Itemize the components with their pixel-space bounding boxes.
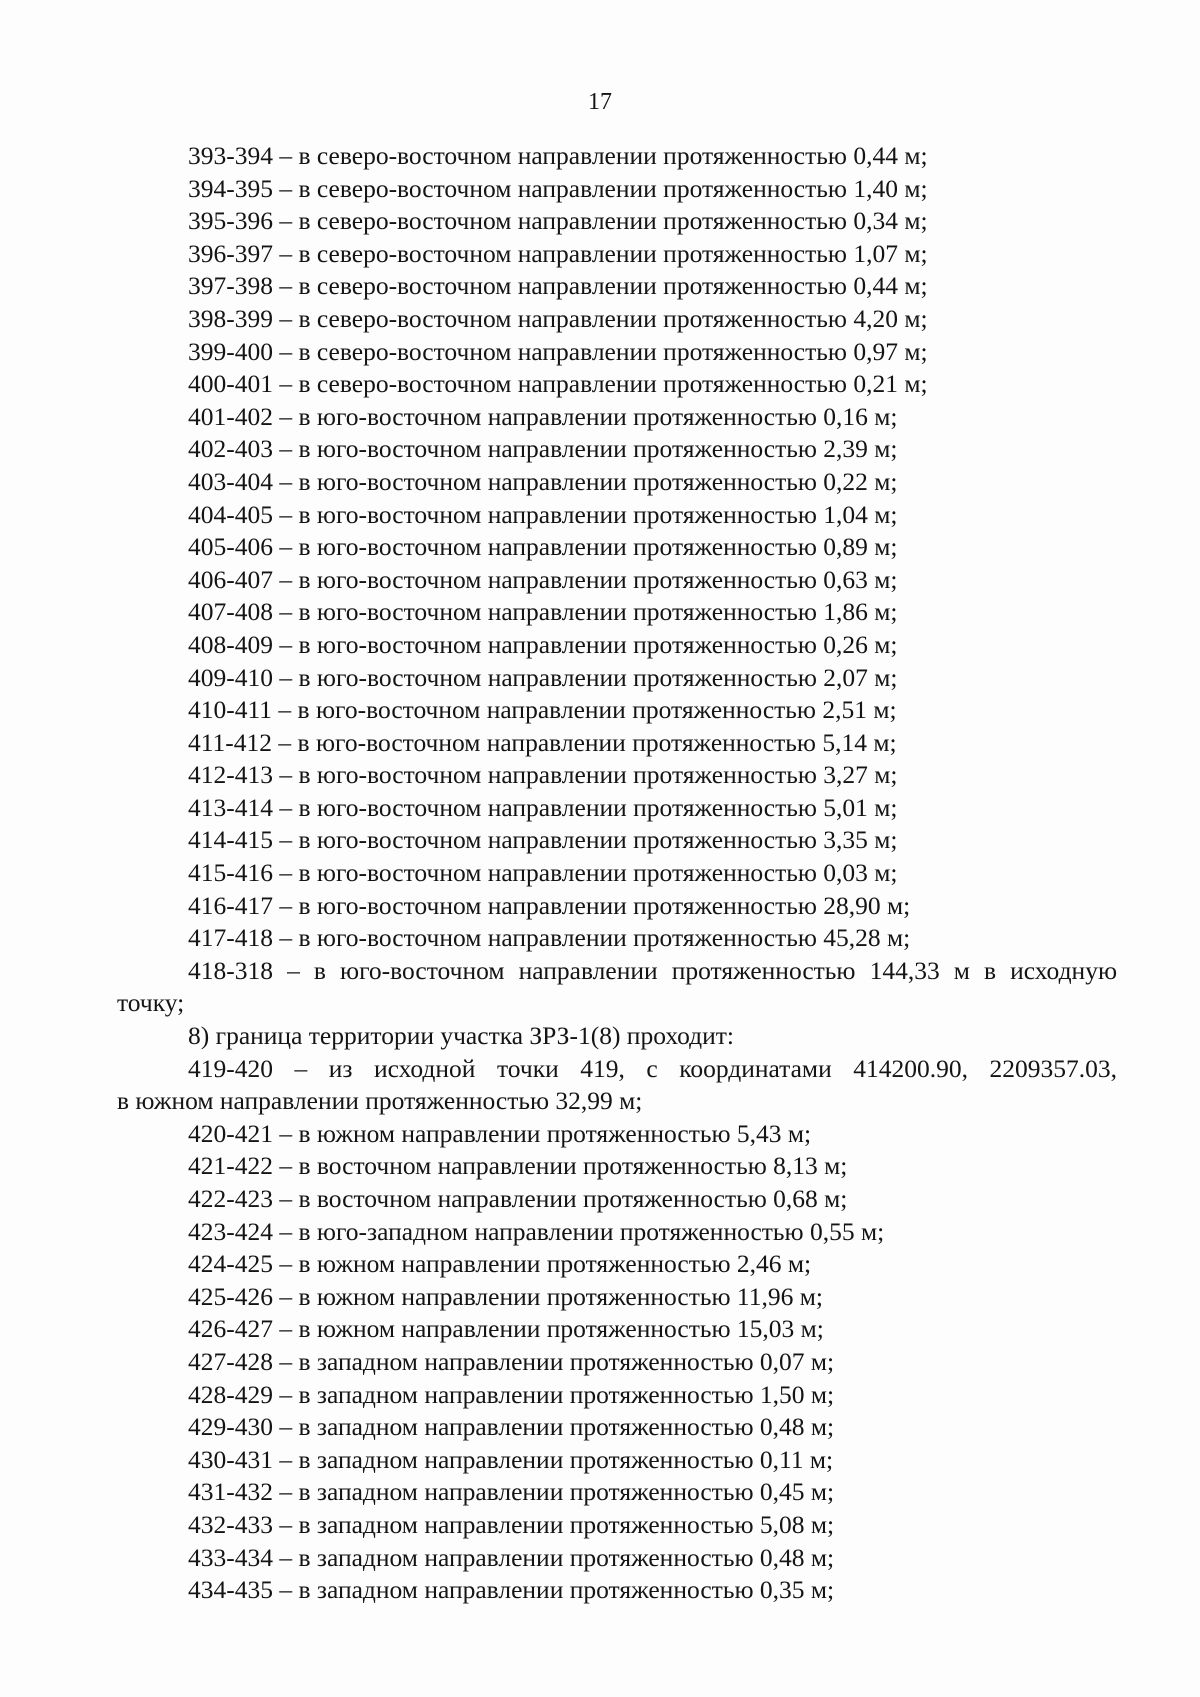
text-line: 403-404 – в юго-восточном направлении протяженностью 0,22 м; — [188, 466, 898, 496]
text-line: 408-409 – в юго-восточном направлении протяженностью 0,26 м; — [188, 629, 898, 659]
text-line: 422-423 – в восточном направлении протяженностью 0,68 м; — [188, 1184, 848, 1213]
text-line: 399-400 – в северо-восточном направлении протяженностью 0,97 м; — [188, 336, 928, 366]
text-line: 401-402 – в юго-восточном направлении протяженностью 0,16 м; — [188, 401, 898, 431]
text-line: 411-412 – в юго-восточном направлении протяженностью 5,14 м; — [188, 727, 897, 757]
text-line: 410-411 – в юго-восточном направлении протяженностью 2,51 м; — [188, 695, 897, 725]
text-line: 397-398 – в северо-восточном направлении протяженностью 0,44 м; — [188, 271, 928, 301]
text-line: 427-428 – в западном направлении протяженностью 0,07 м; — [188, 1346, 835, 1376]
text-line: 413-414 – в юго-восточном направлении протяженностью 5,01 м; — [188, 792, 898, 822]
text-line: 402-403 – в юго-восточном направлении протяженностью 2,39 м; — [188, 434, 898, 464]
text-line: 423-424 – в юго-западном направлении протяженностью 0,55 м; — [188, 1216, 885, 1246]
text-line: 409-410 – в юго-восточном направлении протяженностью 2,07 м; — [188, 662, 898, 692]
text-line: в южном направлении протяженностью 32,99 м; — [117, 1086, 643, 1116]
text-line: 395-396 – в северо-восточном направлении протяженностью 0,34 м; — [188, 206, 928, 236]
text-line: 400-401 – в северо-восточном направлении протяженностью 0,21 м; — [188, 369, 928, 399]
text-line: 419-420 – из исходной точки 419, с координатами 414200.90, 2209357.03, — [188, 1053, 1117, 1083]
text-line: 431-432 – в западном направлении протяженностью 0,45 м; — [188, 1477, 835, 1507]
text-line: 420-421 – в южном направлении протяженностью 5,43 м; — [188, 1118, 812, 1148]
text-line: 418-318 – в юго-восточном направлении протяженностью 144,33 м в исходную — [188, 955, 1117, 985]
text-line: 429-430 – в западном направлении протяженностью 0,48 м; — [188, 1412, 835, 1442]
text-line: 396-397 – в северо-восточном направлении протяженностью 1,07 м; — [188, 238, 928, 268]
page-number: 17 — [588, 89, 612, 115]
text-line: 424-425 – в южном направлении протяженностью 2,46 м; — [188, 1249, 812, 1279]
text-line: 394-395 – в северо-восточном направлении протяженностью 1,40 м; — [188, 173, 928, 203]
text-line: 433-434 – в западном направлении протяженностью 0,48 м; — [188, 1542, 835, 1572]
text-line: 416-417 – в юго-восточном направлении протяженностью 28,90 м; — [188, 890, 911, 920]
text-line: 432-433 – в западном направлении протяженностью 5,08 м; — [188, 1509, 835, 1539]
text-line: 428-429 – в западном направлении протяженностью 1,50 м; — [188, 1379, 835, 1409]
text-line: 414-415 – в юго-восточном направлении протяженностью 3,35 м; — [188, 825, 898, 855]
text-line: 417-418 – в юго-восточном направлении протяженностью 45,28 м; — [188, 923, 911, 953]
text-line: 406-407 – в юго-восточном направлении протяженностью 0,63 м; — [188, 564, 898, 594]
section-heading: 8) граница территории участка ЗРЗ-1(8) проходит: — [188, 1021, 734, 1051]
text-line: 405-406 – в юго-восточном направлении протяженностью 0,89 м; — [188, 532, 898, 562]
document-body — [117, 140, 1117, 1607]
text-line: 415-416 – в юго-восточном направлении протяженностью 0,03 м; — [188, 858, 898, 888]
text-line: 430-431 – в западном направлении протяженностью 0,11 м; — [188, 1444, 834, 1474]
text-line: 434-435 – в западном направлении протяженностью 0,35 м; — [188, 1575, 835, 1605]
text-line: 412-413 – в юго-восточном направлении протяженностью 3,27 м; — [188, 760, 898, 790]
text-line: 398-399 – в северо-восточном направлении протяженностью 4,20 м; — [188, 303, 928, 333]
text-line: 425-426 – в южном направлении протяженностью 11,96 м; — [188, 1281, 823, 1311]
text-line: 393-394 – в северо-восточном направлении протяженностью 0,44 м; — [188, 141, 928, 170]
text-line: 404-405 – в юго-восточном направлении протяженностью 1,04 м; — [188, 499, 898, 529]
text-line: 426-427 – в южном направлении протяженностью 15,03 м; — [188, 1314, 824, 1344]
text-line: 407-408 – в юго-восточном направлении протяженностью 1,86 м; — [188, 597, 898, 627]
text-line: точку; — [117, 988, 185, 1018]
text-line: 421-422 – в восточном направлении протяженностью 8,13 м; — [188, 1151, 848, 1181]
